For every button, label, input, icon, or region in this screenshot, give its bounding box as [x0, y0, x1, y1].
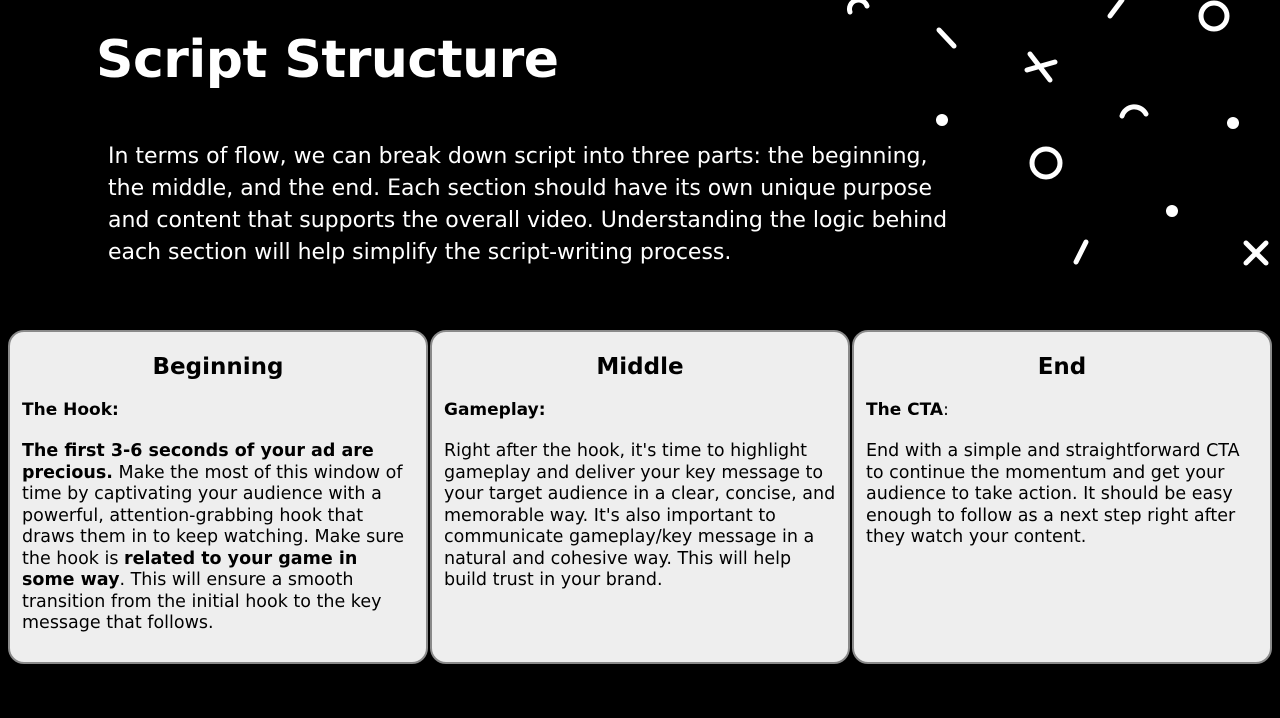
dot-icon: [936, 114, 948, 126]
dot-icon: [1166, 205, 1178, 217]
arc-icon: [1122, 107, 1146, 116]
intro-paragraph: In terms of flow, we can break down script into three parts: the beginning, the middle, and the end. Each section should have its own unique purpose and content that supports the overall video. Understanding the logic behind each section will help simplify the script-writing process.: [108, 144, 948, 265]
card-label: The CTA:: [866, 400, 949, 420]
ring-icon: [1201, 3, 1227, 29]
card-body: End with a simple and straightforward CTA to continue the momentum and get your audience to take action. It should be easy enough to follow as a next step right after they watch your content.: [866, 441, 1240, 547]
dot-icon: [1227, 117, 1239, 129]
card-label: Gameplay:: [444, 400, 546, 420]
card-body: The first 3-6 seconds of your ad are precious. Make the most of this window of time by captivating your audience with a powerful, attention-grabbing hook that draws them in to keep watching. Make sure the hook is related to your game in some way. This will ensure a smooth transition from the initial hook to the key message that follows.: [22, 441, 404, 633]
arc-icon: [849, 0, 867, 12]
page-title: Script Structure: [96, 30, 559, 90]
card-heading: Beginning: [152, 354, 284, 380]
card-heading: Middle: [596, 354, 684, 380]
slash-icon: [1110, 0, 1122, 16]
card-body: Right after the hook, it's time to highlight gameplay and deliver your key message to your target audience in a clear, concise, and memorable way. It's also important to communicate gameplay/key message in a natural and cohesive way. This will help build trust in your brand.: [444, 441, 836, 590]
slash-icon: [939, 30, 954, 46]
sections-row: [8, 330, 1273, 665]
ring-icon: [1032, 149, 1060, 177]
card-heading: End: [1037, 354, 1087, 380]
decorative-shapes: [820, 0, 1280, 300]
card-beginning: [8, 330, 428, 664]
card-middle: [430, 330, 850, 664]
card-label: The Hook:: [22, 400, 119, 420]
card-end: [852, 330, 1272, 664]
slash-icon: [1076, 242, 1086, 262]
